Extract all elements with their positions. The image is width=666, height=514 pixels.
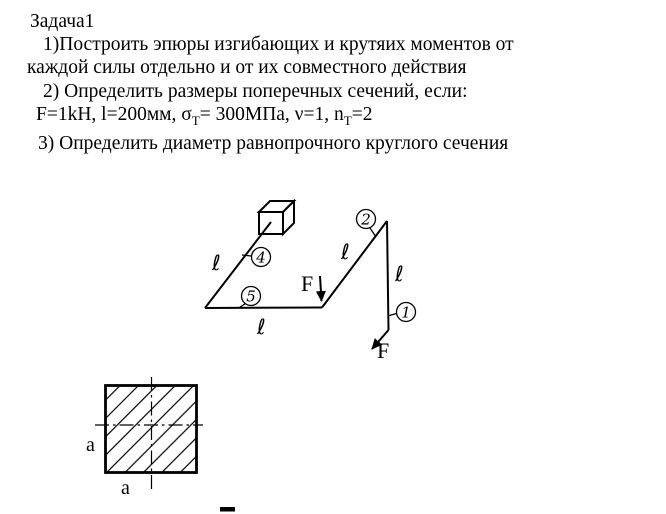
task-2-line: 2) Определить размеры поперечных сечений, если: xyxy=(43,80,468,102)
cropped-character-fragment xyxy=(220,507,235,512)
segment-marker-2 xyxy=(357,210,377,238)
given-segment-3: =2 xyxy=(351,103,373,125)
fixed-support-cube-icon xyxy=(259,201,294,234)
frame-diagram xyxy=(205,201,416,363)
segment-number-5: 5 xyxy=(246,287,256,306)
problem-title: Задача1 xyxy=(30,11,95,32)
section-dimension-bottom: a xyxy=(121,477,130,499)
segment-marker-5 xyxy=(240,287,261,308)
n-subscript: Т xyxy=(343,112,352,128)
section-dimension-left: a xyxy=(86,434,95,456)
segment-marker-1 xyxy=(390,303,416,322)
segment-number-4: 4 xyxy=(256,248,266,267)
member-1-vertical xyxy=(387,221,389,330)
length-label-member-1: ℓ xyxy=(395,262,404,286)
force-label-free-end: F xyxy=(377,338,390,363)
task-3-line: 3) Определить диаметр равнопрочного круглого сечения xyxy=(38,133,509,155)
member-2-upper-diagonal xyxy=(322,221,387,308)
segment-number-2: 2 xyxy=(361,210,371,229)
segment-marker-4 xyxy=(242,248,271,267)
force-arrow-middle xyxy=(320,276,322,301)
length-label-member-2: ℓ xyxy=(341,240,350,264)
length-label-member-4: ℓ xyxy=(212,251,221,275)
given-segment-2: = 300МПа, ν=1, n xyxy=(199,103,344,125)
segment-number-1: 1 xyxy=(401,303,411,322)
given-segment-1: F=1kH, l=200мм, σ xyxy=(36,103,192,125)
cross-section-diagram xyxy=(86,377,203,499)
sigma-subscript: Т xyxy=(191,112,200,128)
force-label-middle: F xyxy=(301,271,314,296)
task-1-line-1: 1)Построить эпюры изгибающих и крутяих моментов от xyxy=(43,34,514,56)
length-label-member-5: ℓ xyxy=(257,315,266,339)
member-5-horizontal xyxy=(205,308,322,309)
task-1-line-2: каждой силы отдельно и от их совместного действия xyxy=(27,57,467,79)
